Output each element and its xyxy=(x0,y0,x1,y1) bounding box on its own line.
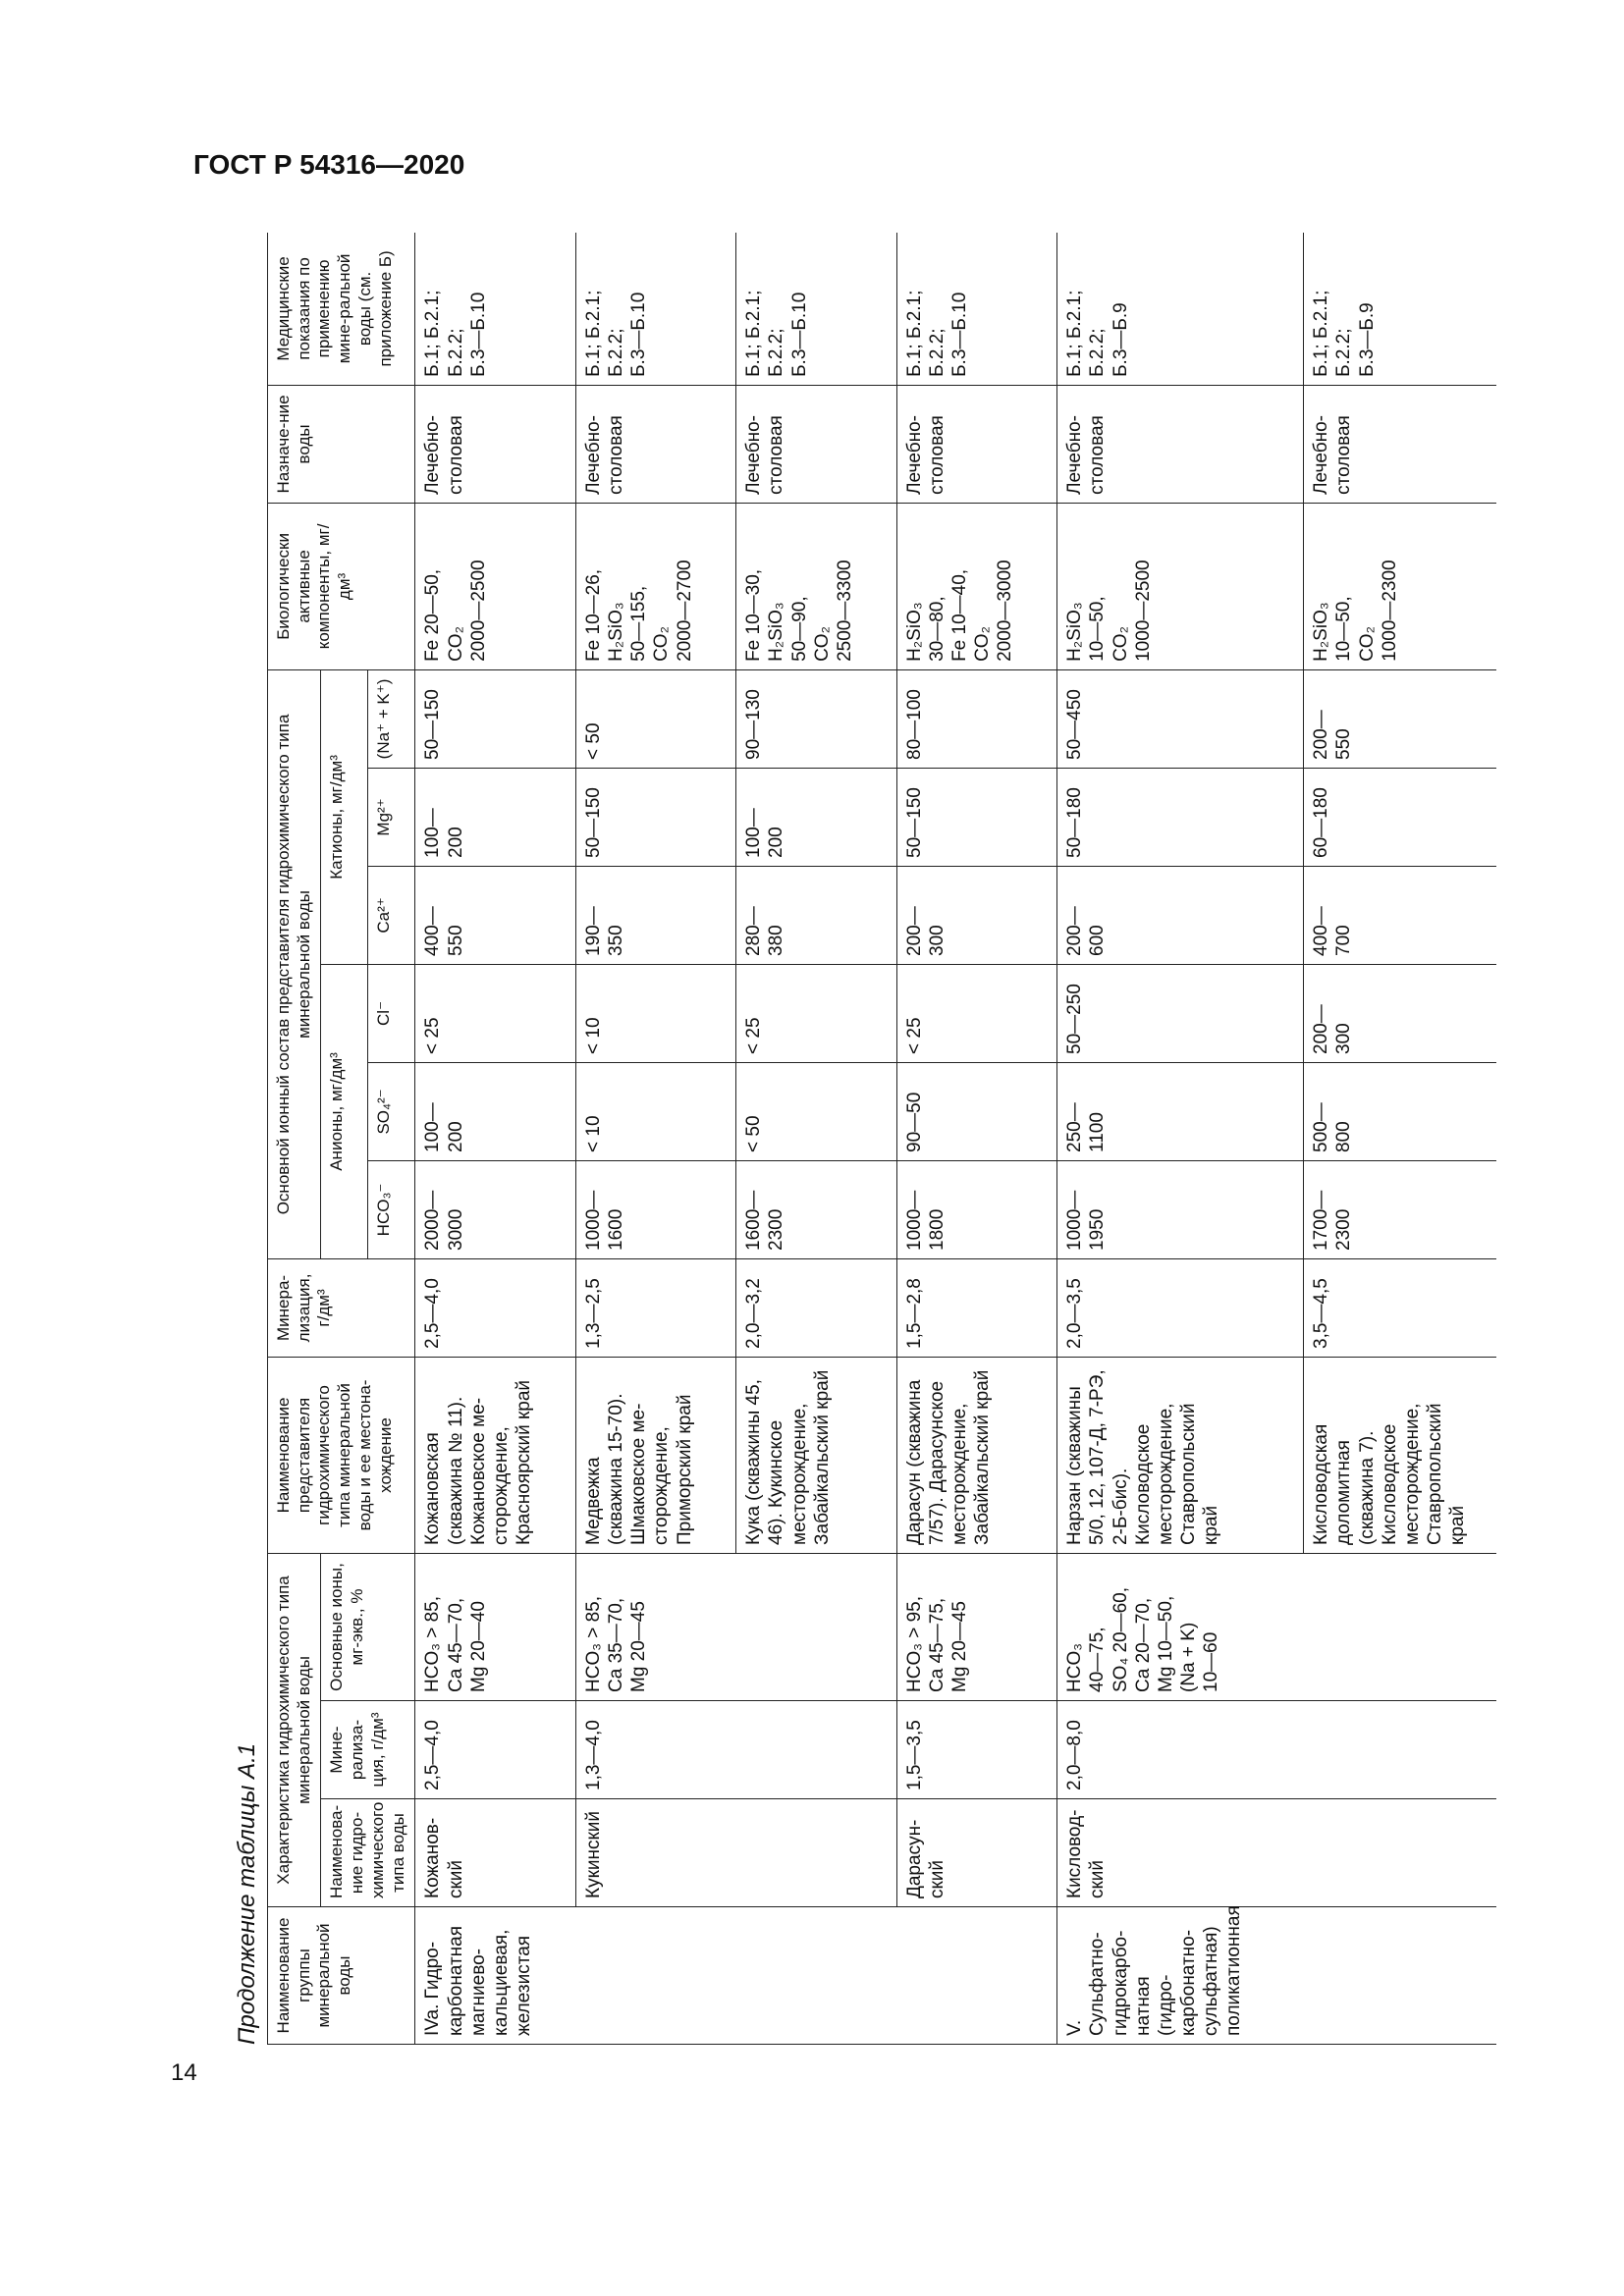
col-header-ca: Ca²⁺ xyxy=(368,866,415,964)
cell-so4: < 10 xyxy=(575,1062,735,1160)
col-header-purpose: Назначе-ние воды xyxy=(268,385,415,503)
cell-group: V. Сульфатно-гидрокарбо-натная (гидро-карбонатно-сульфатная) поликатионная xyxy=(1057,1907,1304,2045)
cell-hco3: 1000— 1950 xyxy=(1057,1160,1304,1258)
col-header-na-k: (Na⁺ + K⁺) xyxy=(368,669,415,768)
cell-group: IVa. Гидро-карбонатная магниево-кальциевая, железистая xyxy=(415,1907,575,2045)
cell-type-name: Дарасун-ский xyxy=(896,1799,1056,1907)
cell-representative-mineralization: 1,5—2,8 xyxy=(896,1258,1056,1357)
cell-group xyxy=(736,1907,896,2045)
table-row xyxy=(1057,233,1304,2045)
page-header-standard: ГОСТ Р 54316—2020 xyxy=(193,149,465,180)
cell-bioactive: Fe 10—26, H₂SiO₃ 50—155, CO₂ 2000—2700 xyxy=(575,503,735,669)
cell-ca: 200— 300 xyxy=(896,866,1056,964)
cell-mg: 100— 200 xyxy=(415,768,575,866)
cell-type-name xyxy=(736,1799,896,1907)
cell-purpose: Лечебно- столовая xyxy=(896,385,1056,503)
cell-main-ions: HCO₃ 40—75, SO₄ 20—60, Ca 20—70, Mg 10—50, (Na + K) 10—60 xyxy=(1057,1553,1304,1700)
cell-hco3: 1000— 1800 xyxy=(896,1160,1056,1258)
cell-hco3: 2000— 3000 xyxy=(415,1160,575,1258)
cell-cl: < 25 xyxy=(415,964,575,1062)
cell-ca: 200— 600 xyxy=(1057,866,1304,964)
cell-indications: Б.1; Б.2.1; Б.2.2; Б.3—Б.10 xyxy=(896,233,1056,385)
col-header-indications: Медицинские показания по применению мине-ральной воды (см. приложение Б) xyxy=(268,233,415,385)
cell-bioactive: Fe 10—30, H₂SiO₃ 50—90, CO₂ 2500—3300 xyxy=(736,503,896,669)
cell-group xyxy=(575,1907,735,2045)
cell-representative-name: Медвежка (скважина 15-70). Шмаковское ме-сторождение, Приморский край xyxy=(575,1357,735,1553)
col-header-type-name: Наименова-ние гидро-химического типа воды xyxy=(321,1799,415,1907)
table-row xyxy=(415,233,575,2045)
cell-hco3: 1000— 1600 xyxy=(575,1160,735,1258)
cell-mg: 50—150 xyxy=(575,768,735,866)
cell-purpose: Лечебно- столовая xyxy=(1304,385,1496,503)
cell-group xyxy=(896,1907,1056,2045)
col-header-mg: Mg²⁺ xyxy=(368,768,415,866)
cell-main-ions: HCO₃ > 95, Ca 45—75, Mg 20—45 xyxy=(896,1553,1056,1700)
cell-cl: < 25 xyxy=(896,964,1056,1062)
cell-purpose: Лечебно- столовая xyxy=(736,385,896,503)
cell-so4: 500— 800 xyxy=(1304,1062,1496,1160)
cell-ca: 280— 380 xyxy=(736,866,896,964)
cell-type-mineralization: 2,0—8,0 xyxy=(1057,1701,1304,1799)
col-header-ion-composition: Основной ионный состав представителя гидрохимического типа минеральной воды xyxy=(268,669,321,1258)
cell-so4: 100— 200 xyxy=(415,1062,575,1160)
cell-hco3: 1600— 2300 xyxy=(736,1160,896,1258)
cell-mg: 100— 200 xyxy=(736,768,896,866)
cell-cl: < 25 xyxy=(736,964,896,1062)
cell-purpose: Лечебно- столовая xyxy=(575,385,735,503)
cell-representative-name: Кисловодская доломитная (скважина 7). Кисловодское месторождение, Ставропольский край xyxy=(1304,1357,1496,1553)
table-row xyxy=(736,233,896,2045)
col-header-bioactive-components: Биологически активные компоненты, мг/дм³ xyxy=(268,503,415,669)
table-caption: Продолжение таблицы А.1 xyxy=(234,1742,260,2045)
col-header-type-characteristics: Характеристика гидрохимического типа минеральной воды xyxy=(268,1553,321,1906)
cell-type-mineralization: 1,3—4,0 xyxy=(575,1701,735,1799)
col-header-main-ions: Основные ионы, мг-экв., % xyxy=(321,1553,415,1700)
cell-type-mineralization: 1,5—3,5 xyxy=(896,1701,1056,1799)
page-number: 14 xyxy=(171,2059,197,2086)
cell-type-name: Кисловод-ский xyxy=(1057,1799,1304,1907)
col-header-group: Наименование группы минеральной воды xyxy=(268,1907,415,2045)
cell-main-ions xyxy=(736,1553,896,1700)
cell-indications: Б.1; Б.2.1; Б.2.2; Б.3—Б.10 xyxy=(415,233,575,385)
cell-representative-mineralization: 2,0—3,2 xyxy=(736,1258,896,1357)
cell-ca: 400— 700 xyxy=(1304,866,1496,964)
cell-representative-name: Нарзан (скважины 5/0, 12, 107-Д, 7-РЭ, 2-Б-бис). Кисловодское месторождение, Ставропольский край xyxy=(1057,1357,1304,1553)
table-row xyxy=(896,233,1056,2045)
table-row xyxy=(575,233,735,2045)
cell-hco3: 1700— 2300 xyxy=(1304,1160,1496,1258)
cell-main-ions xyxy=(1304,1553,1496,1700)
cell-bioactive: H₂SiO₃ 10—50, CO₂ 1000—2300 xyxy=(1304,503,1496,669)
cell-indications: Б.1; Б.2.1; Б.2.2; Б.3—Б.10 xyxy=(736,233,896,385)
cell-cl: 200— 300 xyxy=(1304,964,1496,1062)
cell-mg: 60—180 xyxy=(1304,768,1496,866)
cell-mg: 50—180 xyxy=(1057,768,1304,866)
cell-representative-mineralization: 1,3—2,5 xyxy=(575,1258,735,1357)
cell-type-name: Кожанов-ский xyxy=(415,1799,575,1907)
cell-main-ions: HCO₃ > 85, Ca 45—70, Mg 20—40 xyxy=(415,1553,575,1700)
mineral-water-table xyxy=(267,233,1496,2045)
col-header-cl: Cl⁻ xyxy=(368,964,415,1062)
cell-mg: 50—150 xyxy=(896,768,1056,866)
cell-ca: 400— 550 xyxy=(415,866,575,964)
col-header-representative-mineralization: Минера-лизация, г/дм³ xyxy=(268,1258,415,1357)
cell-bioactive: H₂SiO₃ 10—50, CO₂ 1000—2500 xyxy=(1057,503,1304,669)
rotated-table-container xyxy=(228,233,1496,2045)
cell-bioactive: H₂SiO₃ 30—80, Fe 10—40, CO₂ 2000—3000 xyxy=(896,503,1056,669)
cell-type-mineralization xyxy=(736,1701,896,1799)
cell-cl: < 10 xyxy=(575,964,735,1062)
cell-representative-mineralization: 2,0—3,5 xyxy=(1057,1258,1304,1357)
cell-na-k: 200— 550 xyxy=(1304,669,1496,768)
cell-cl: 50—250 xyxy=(1057,964,1304,1062)
table-row xyxy=(1304,233,1496,2045)
table-frame xyxy=(228,233,1496,2045)
cell-bioactive: Fe 20—50, CO₂ 2000—2500 xyxy=(415,503,575,669)
cell-na-k: 50—150 xyxy=(415,669,575,768)
cell-so4: 90—50 xyxy=(896,1062,1056,1160)
cell-so4: < 50 xyxy=(736,1062,896,1160)
cell-indications: Б.1; Б.2.1; Б.2.2; Б.3—Б.10 xyxy=(575,233,735,385)
cell-purpose: Лечебно- столовая xyxy=(415,385,575,503)
cell-main-ions: HCO₃ > 85, Ca 35—70, Mg 20—45 xyxy=(575,1553,735,1700)
cell-so4: 250— 1100 xyxy=(1057,1062,1304,1160)
cell-indications: Б.1; Б.2.1; Б.2.2; Б.3—Б.9 xyxy=(1304,233,1496,385)
col-header-cations: Катионы, мг/дм³ xyxy=(321,669,368,964)
cell-na-k: 90—130 xyxy=(736,669,896,768)
cell-na-k: 50—450 xyxy=(1057,669,1304,768)
cell-group xyxy=(1304,1907,1496,2045)
cell-type-mineralization: 2,5—4,0 xyxy=(415,1701,575,1799)
cell-purpose: Лечебно- столовая xyxy=(1057,385,1304,503)
cell-type-mineralization xyxy=(1304,1701,1496,1799)
col-header-hco3: HCO₃⁻ xyxy=(368,1160,415,1258)
col-header-representative-name: Наименование представителя гидрохимического типа минеральной воды и ее местона-хождение xyxy=(268,1357,415,1553)
cell-ca: 190— 350 xyxy=(575,866,735,964)
cell-type-name: Кукинский xyxy=(575,1799,735,1907)
cell-representative-name: Кука (скважины 45, 46). Кукинское месторождение, Забайкальский край xyxy=(736,1357,896,1553)
cell-representative-name: Кожановская (скважина № 11). Кожановское ме-сторождение, Красноярский край xyxy=(415,1357,575,1553)
cell-representative-name: Дарасун (скважина 7/57). Дарасунское месторождение, Забайкальский край xyxy=(896,1357,1056,1553)
cell-representative-mineralization: 2,5—4,0 xyxy=(415,1258,575,1357)
cell-na-k: 80—100 xyxy=(896,669,1056,768)
cell-type-name xyxy=(1304,1799,1496,1907)
col-header-so4: SO₄²⁻ xyxy=(368,1062,415,1160)
col-header-anions: Анионы, мг/дм³ xyxy=(321,964,368,1258)
cell-na-k: < 50 xyxy=(575,669,735,768)
cell-indications: Б.1; Б.2.1; Б.2.2; Б.3—Б.9 xyxy=(1057,233,1304,385)
col-header-type-mineralization: Мине-рализа-ция, г/дм³ xyxy=(321,1701,415,1799)
cell-representative-mineralization: 3,5—4,5 xyxy=(1304,1258,1496,1357)
